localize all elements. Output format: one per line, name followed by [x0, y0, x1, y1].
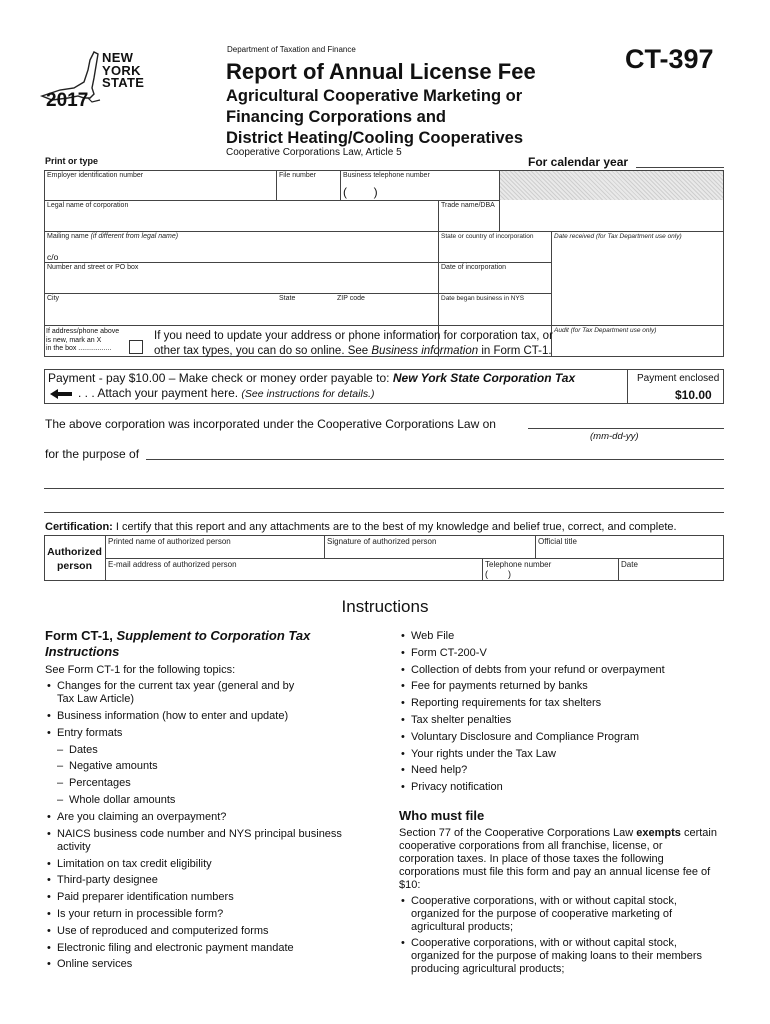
calendar-year-input[interactable]: [636, 167, 724, 168]
field-label: Number and street or PO box: [47, 264, 139, 271]
form-subtitle: [226, 86, 523, 149]
field-label: Printed name of authorized person: [108, 537, 231, 546]
list-item: • Is your return in processible form?: [45, 906, 375, 923]
field-label: ZIP code: [337, 295, 365, 302]
state-field[interactable]: [276, 293, 334, 325]
state-word-3: STATE: [102, 75, 145, 90]
state-word-2: YORK: [102, 62, 141, 78]
legal-name-field[interactable]: [44, 200, 438, 231]
file-number-field[interactable]: [276, 170, 340, 200]
note-line: If you need to update your address or phone information for corporation tax, or: [154, 330, 553, 342]
list-item: • Fee for payments returned by banks: [399, 678, 724, 695]
purpose-label: for the purpose of: [45, 447, 140, 461]
authorized-person-label: [44, 546, 105, 573]
field-label: Date received (for Tax Department use only): [554, 233, 682, 240]
care-of-label: c/o: [47, 252, 59, 262]
sub-list-item: – Whole dollar amounts: [45, 792, 375, 809]
note-text: in Form CT-1.: [478, 344, 552, 357]
field-label: Trade name/DBA: [441, 202, 495, 209]
title-text: Instructions: [45, 644, 120, 659]
street-field[interactable]: [44, 262, 438, 293]
see-ct1-text: See Form CT-1 for the following topics:: [45, 664, 236, 676]
list-item: • Collection of debts from your refund or overpayment: [399, 662, 724, 679]
field-label: Telephone number: [485, 560, 552, 569]
who-must-file-list: [399, 895, 717, 976]
field-label: [47, 233, 178, 240]
list-item: • Entry formats: [45, 725, 375, 742]
field-label: Business telephone number: [343, 172, 430, 179]
list-item: • Cooperative corporations, with or without capital stock, organized for the purpose of making loans to their members producing agricultural products;: [399, 937, 717, 976]
calendar-year-label: For calendar year: [528, 155, 629, 169]
form-year: 2017: [46, 90, 89, 111]
state-of-incorporation-field[interactable]: [438, 231, 551, 262]
ct1-topics-list: [45, 680, 375, 973]
phone-parens: ( ): [343, 185, 378, 199]
label-line: Authorized: [47, 546, 102, 558]
signature-field[interactable]: [324, 535, 535, 558]
field-label: Date began business in NYS: [441, 295, 525, 302]
subtitle-line: District Heating/Cooling Cooperatives: [226, 129, 524, 147]
title-text: Form CT-1,: [45, 628, 117, 643]
purpose-input-line-3[interactable]: [44, 512, 724, 513]
list-item: • Cooperative corporations, with or without capital stock, organized for the purpose of cooperative marketing of agricultural products;: [399, 895, 717, 934]
field-label: City: [47, 295, 60, 302]
list-item: • Are you claiming an overpayment?: [45, 809, 375, 826]
list-item: • Limitation on tax credit eligibility: [45, 856, 375, 873]
purpose-input[interactable]: [146, 459, 724, 460]
field-label: Audit (for Tax Department use only): [554, 327, 657, 334]
left-arrow-icon: [50, 389, 72, 399]
official-title-field[interactable]: [535, 535, 724, 558]
date-received-field: [551, 231, 724, 325]
printed-name-field[interactable]: [105, 535, 324, 558]
list-item: • Business information (how to enter and update): [45, 708, 375, 725]
shaded-area: [500, 171, 723, 200]
note-link: Business information: [371, 344, 479, 357]
purpose-input-line-2[interactable]: [44, 488, 724, 489]
subtitle-line: Agricultural Cooperative Marketing or: [226, 87, 523, 105]
ct1-topics-list-continued: [399, 628, 724, 796]
certification-statement: [45, 521, 677, 533]
list-item: • Electronic filing and electronic payment mandate: [45, 940, 375, 957]
list-item: • NAICS business code number and NYS principal business activity: [45, 828, 363, 854]
list-item: • Third-party designee: [45, 872, 375, 889]
title-text: Supplement to Corporation Tax: [116, 628, 311, 643]
payment-text: Payment - pay $10.00 – Make check or money order payable to:: [48, 371, 393, 385]
right-column: [399, 628, 724, 976]
address-new-note: [46, 328, 119, 354]
payment-payee: New York State Corporation Tax: [392, 371, 576, 385]
sub-list-item: – Dates: [45, 742, 375, 759]
list-item: • Online services: [45, 956, 375, 973]
body-text: certain cooperative corporations from all franchise, license, or corporation taxes. In place of those taxes the following corporations must file this form and pay an annual license fee of $10:: [399, 826, 717, 891]
payment-text: . . . Attach your payment here.: [78, 386, 242, 400]
field-label: E-mail address of authorized person: [108, 560, 237, 569]
incorporation-statement: The above corporation was incorporated under the Cooperative Corporations Law on: [45, 417, 496, 431]
list-item: • Reporting requirements for tax shelters: [399, 695, 724, 712]
audit-field: [551, 325, 724, 357]
form-number: CT-397: [625, 44, 714, 74]
payment-amount: $10.00: [675, 388, 712, 402]
list-item: • Web File: [399, 628, 724, 645]
date-of-incorporation-field[interactable]: [438, 262, 551, 293]
field-label: Legal name of corporation: [47, 202, 129, 209]
who-must-file-text: [399, 827, 717, 892]
instructions-heading: Instructions: [341, 597, 429, 616]
print-or-type-label: Print or type: [45, 156, 99, 166]
note-text: other tax types, you can do so online. See: [154, 344, 372, 357]
state-word-1: NEW: [102, 50, 134, 65]
note-line: [154, 344, 553, 359]
field-label: Employer identification number: [47, 172, 144, 179]
list-item: • Your rights under the Tax Law: [399, 746, 724, 763]
attach-payment-note: [78, 386, 374, 400]
field-label: State: [279, 295, 296, 302]
list-item: • Need help?: [399, 762, 724, 779]
payment-instructions: [48, 371, 575, 385]
field-label-text: Mailing name: [47, 233, 91, 240]
city-field[interactable]: [44, 293, 276, 325]
who-must-file-heading: Who must file: [399, 807, 485, 823]
employer-id-field[interactable]: [44, 170, 276, 200]
new-york-state-wordmark: [102, 52, 144, 90]
law-reference: Cooperative Corporations Law, Article 5: [226, 147, 402, 158]
email-field[interactable]: [105, 558, 482, 581]
subtitle-line: Financing Corporations and: [226, 108, 447, 126]
payment-enclosed-label: Payment enclosed: [637, 373, 720, 384]
list-item: • Form CT-200-V: [399, 645, 724, 662]
divider: [627, 369, 628, 404]
list-item: • Voluntary Disclosure and Compliance Program: [399, 729, 724, 746]
field-label: Signature of authorized person: [327, 537, 437, 546]
ct1-supplement-title: [45, 628, 375, 660]
date-began-business-field[interactable]: [438, 293, 551, 325]
telephone-field[interactable]: [482, 558, 618, 581]
field-label: Date: [621, 560, 638, 569]
list-item: • Use of reproduced and computerized forms: [45, 923, 375, 940]
form-title: Report of Annual License Fee: [226, 59, 536, 84]
left-column: [45, 628, 375, 973]
field-label: Official title: [538, 537, 577, 546]
department-name: Department of Taxation and Finance: [227, 45, 356, 54]
body-text-bold: exempts: [636, 826, 681, 839]
incorporation-date-input[interactable]: [528, 428, 724, 429]
body-text: Section 77 of the Cooperative Corporations Law: [399, 826, 637, 839]
mailing-name-field[interactable]: [44, 231, 438, 262]
list-item: • Paid preparer identification numbers: [45, 889, 375, 906]
field-label-note: (if different from legal name): [90, 233, 179, 240]
certification-text: I certify that this report and any attachments are to the best of my knowledge and belief true, correct, and complete.: [112, 521, 677, 533]
sub-list-item: – Negative amounts: [45, 758, 375, 775]
update-address-note: [154, 329, 553, 358]
phone-parens: ( ): [485, 569, 511, 579]
zip-field[interactable]: [334, 293, 438, 325]
business-phone-field[interactable]: [340, 170, 499, 200]
certification-label: Certification:: [45, 521, 113, 533]
trade-name-field[interactable]: [438, 200, 724, 231]
field-label: State or country of incorporation: [441, 233, 534, 240]
label-line: person: [56, 559, 92, 572]
list-item: • Privacy notification: [399, 779, 724, 796]
note-line: in the box .................: [46, 345, 112, 352]
note-line: If address/phone above: [46, 328, 120, 335]
field-label: File number: [279, 172, 316, 179]
sub-list-item: – Percentages: [45, 775, 375, 792]
payment-note: (See instructions for details.): [241, 388, 375, 400]
date-format-hint: (mm-dd-yy): [590, 431, 639, 442]
list-item: • Changes for the current tax year (general and by Tax Law Article): [45, 680, 295, 706]
field-label: Date of incorporation: [441, 264, 506, 271]
note-line: is new, mark an X: [46, 336, 102, 344]
date-field[interactable]: [618, 558, 724, 581]
list-item: • Tax shelter penalties: [399, 712, 724, 729]
address-changed-checkbox[interactable]: [129, 340, 143, 354]
